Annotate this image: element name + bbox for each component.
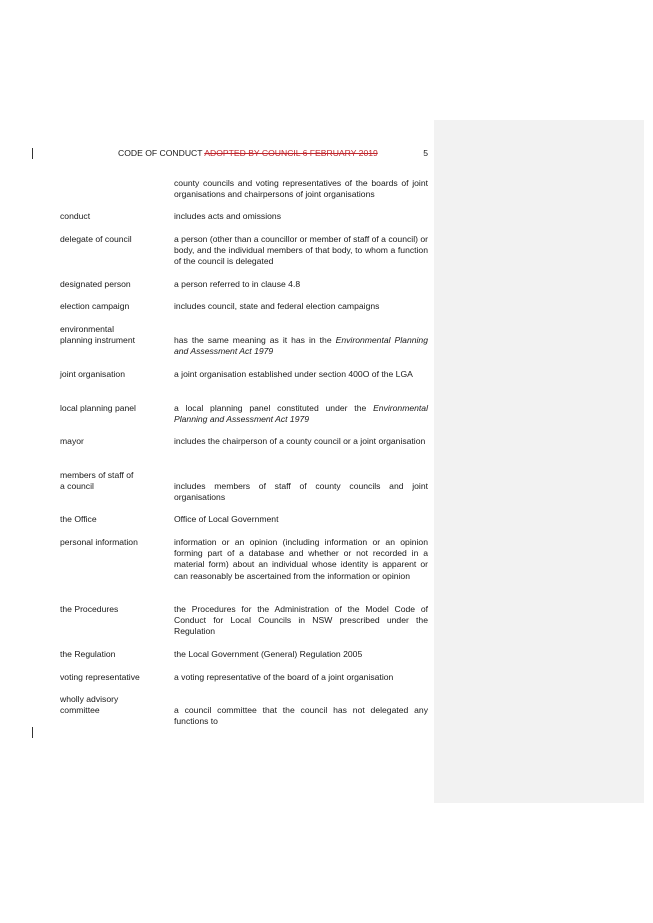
change-bar — [32, 727, 33, 738]
definition-text: a person referred to in clause 4.8 — [174, 279, 301, 289]
definition-text: has the same meaning as it has in the Environmental Planning and Assessment Act 1979 — [174, 335, 428, 357]
definition-text: Office of Local Government — [174, 514, 279, 524]
page-header — [118, 148, 428, 159]
header-deleted-text: ADOPTED BY COUNCIL 6 FEBRUARY 2019 — [204, 148, 378, 158]
definition-term: designated person — [60, 279, 131, 289]
definition-text: the Procedures for the Administration of the Model Code of Conduct for Local Councils in NSW prescribed under the Regulation — [174, 604, 428, 637]
definition-text: includes the chairperson of a county council or a joint organisation — [174, 436, 426, 446]
definition-term: personal information — [60, 537, 138, 547]
definition-text: a council committee that the council has not delegated any functions to — [174, 705, 428, 727]
definition-term: mayor — [60, 436, 84, 446]
change-bar — [32, 148, 33, 159]
definition-text: includes council, state and federal election campaigns — [174, 301, 380, 311]
definition-text: the Local Government (General) Regulation 2005 — [174, 649, 363, 659]
page-number: 5 — [423, 148, 428, 158]
definition-text: a voting representative of the board of a joint organisation — [174, 672, 394, 682]
definition-term: election campaign — [60, 301, 130, 311]
act-title: Environmental Planning and Assessment Act 1979 — [174, 335, 428, 357]
definition-text: information or an opinion (including information or an opinion forming part of a database and whether or not recorded in a material form) about an individual whose identity is apparent or can reasonably be ascertained from the information or opinion — [174, 537, 428, 581]
act-title: Environmental Planning and Assessment Act 1979 — [174, 403, 428, 425]
definition-term: the Regulation — [60, 649, 116, 659]
definition-text: a local planning panel constituted under the Environmental Planning and Assessment Act 1979 — [174, 403, 428, 425]
definition-text: includes members of staff of county councils and joint organisations — [174, 481, 428, 503]
definition-text: a joint organisation established under section 400O of the LGA — [174, 369, 413, 379]
definition-term: the Procedures — [60, 604, 119, 614]
definition-term: delegate of council — [60, 234, 132, 244]
definition-text: includes acts and omissions — [174, 211, 281, 221]
definition-term: the Office — [60, 514, 97, 524]
definition-continuation: county councils and voting representatives of the boards of joint organisations and chairpersons of joint organisations — [174, 178, 428, 200]
definition-term: local planning panel — [60, 403, 136, 413]
definition-term: voting representative — [60, 672, 140, 682]
definition-term: members of staff of a council — [60, 470, 134, 492]
definition-term: joint organisation — [60, 369, 125, 379]
definition-term: environmental planning instrument — [60, 324, 136, 346]
comment-pane — [434, 120, 644, 803]
definition-term: conduct — [60, 211, 91, 221]
definition-term: wholly advisory committee — [60, 694, 119, 716]
header-title: CODE OF CONDUCT — [118, 148, 205, 158]
definition-text: a person (other than a councillor or member of staff of a council) or body, and the individual members of that body, to whom a function of the council is delegated — [174, 234, 428, 267]
